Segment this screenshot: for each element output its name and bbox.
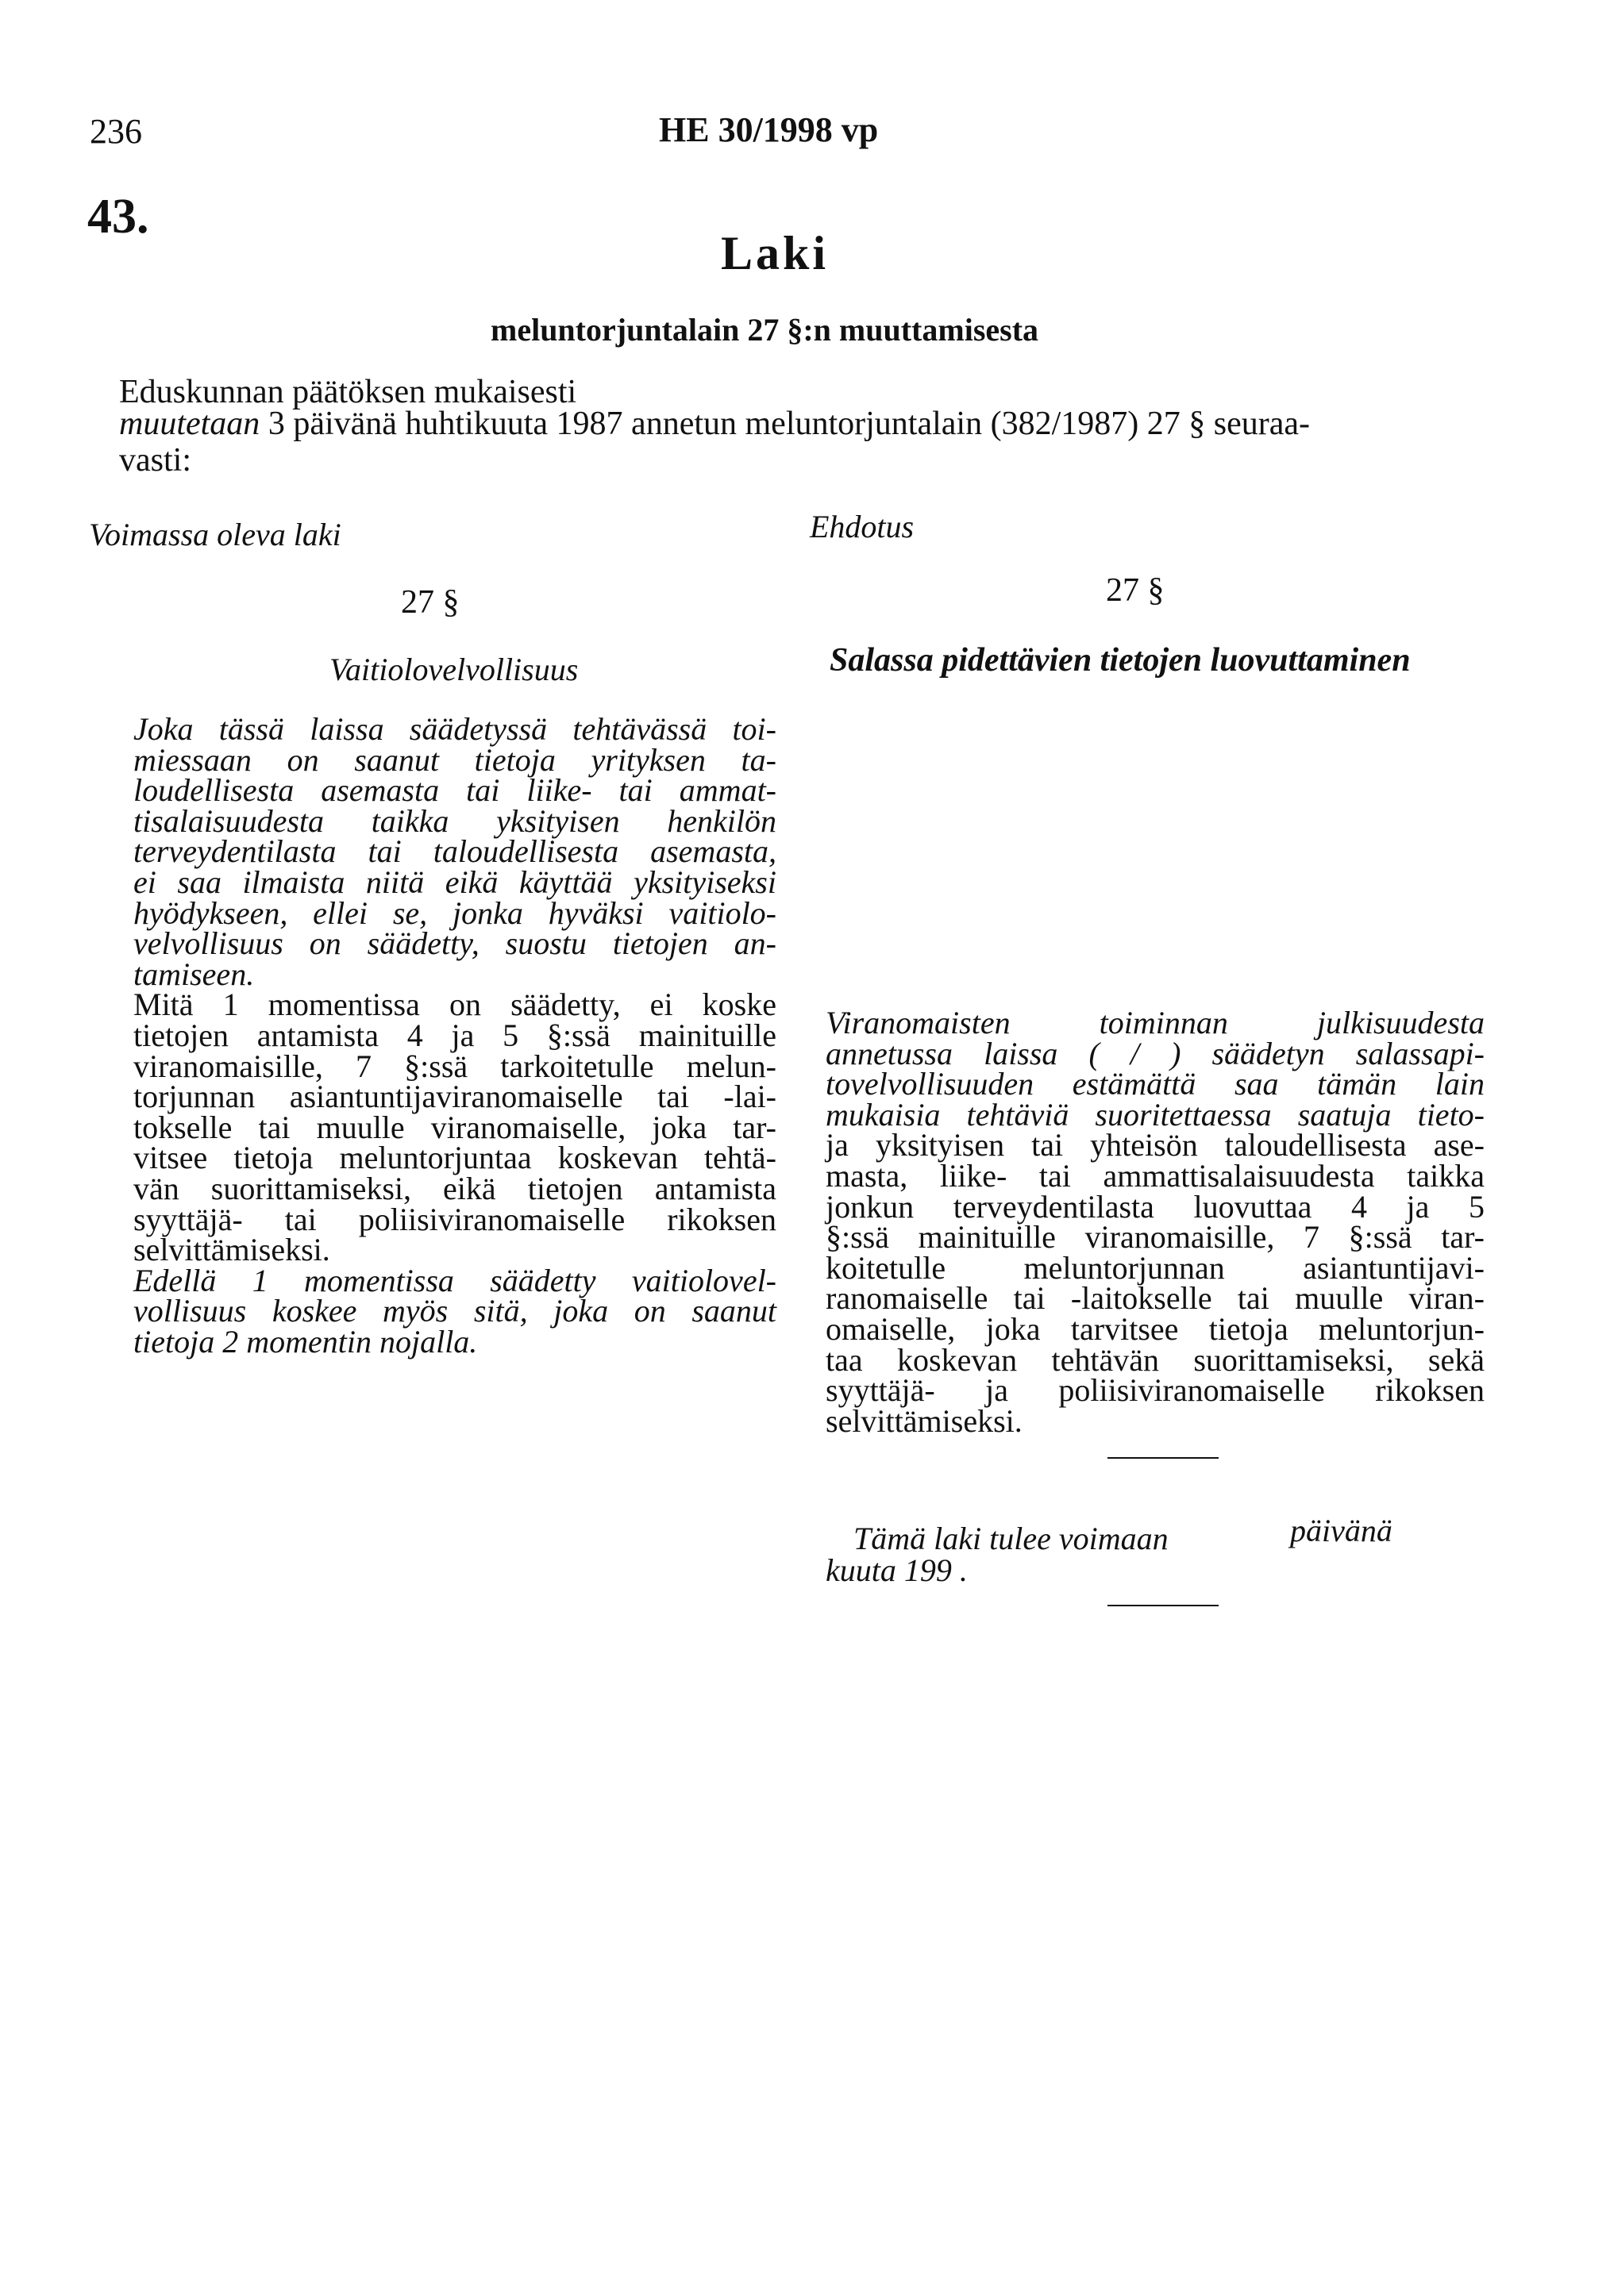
section-number: 43. — [87, 190, 149, 244]
text-line: ei saa ilmaista niitä eikä käyttää yksityiseksi — [133, 863, 776, 900]
preamble-text: 3 päivänä huhtikuuta 1987 annetun meluntorjuntalain (382/1987) 27 § seuraa- — [260, 406, 1310, 442]
text-line: velvollisuus on säädetty, suostu tietojen an- — [133, 925, 776, 962]
law-title: Laki — [721, 227, 830, 279]
text-line: tisalaisuudesta taikka yksityisen henkilön — [133, 802, 776, 839]
current-law-header: Voimassa oleva laki — [89, 517, 341, 552]
text-line: vitsee tietoja meluntorjuntaa koskevan tehtä- — [133, 1140, 776, 1176]
text-line: Mitä 1 momentissa on säädetty, ei koske — [133, 986, 776, 1023]
text-line: selvittämiseksi. — [826, 1402, 1023, 1439]
text-line: terveydentilasta tai taloudellisesta asemasta, — [133, 833, 776, 870]
text-line: taa koskevan tehtävän suorittamiseksi, sekä — [826, 1341, 1485, 1378]
text-line: miessaan on saanut tietoja yrityksen ta- — [133, 741, 776, 778]
text-line: tietojen antamista 4 ja 5 §:ssä mainituille — [133, 1017, 776, 1053]
page-number: 236 — [90, 112, 142, 151]
text-line: tamiseen. — [133, 956, 255, 992]
proposal-section-sign: 27 § — [1106, 572, 1165, 609]
text-line: jonkun terveydentilasta luovuttaa 4 ja 5 — [826, 1188, 1485, 1225]
text-line: vollisuus koskee myös sitä, joka on saanut — [133, 1293, 776, 1329]
text-line: koitetulle meluntorjunnan asiantuntijavi- — [826, 1249, 1485, 1286]
text-line: mukaisia tehtäviä suoritettaessa saatuja tieto- — [826, 1096, 1485, 1133]
current-section-title: Vaitiolovelvollisuus — [329, 652, 579, 687]
moment-3 — [133, 1262, 776, 1360]
proposal-section-title: Salassa pidettävien tietojen luovuttaminen — [830, 642, 1411, 679]
current-section-sign: 27 § — [401, 584, 460, 621]
divider-rule — [1107, 1605, 1219, 1606]
moment-2 — [133, 986, 776, 1268]
current-law-text — [133, 711, 776, 1360]
preamble-line: Eduskunnan päätöksen mukaisesti — [119, 374, 577, 410]
proposal-header: Ehdotus — [810, 509, 915, 544]
text-line: viranomaisille, 7 §:ssä tarkoitetulle melun- — [133, 1048, 776, 1084]
text-line: ranomaiselle tai -laitokselle tai muulle viran- — [826, 1280, 1485, 1317]
text-line: masta, liike- tai ammattisalaisuudesta taikka — [826, 1157, 1485, 1194]
text-line: vän suorittamiseksi, eikä tietojen antamista — [133, 1170, 776, 1206]
preamble-verb: muutetaan — [119, 406, 260, 442]
law-subtitle: meluntorjuntalain 27 §:n muuttamisesta — [491, 312, 1039, 348]
text-line: annetussa laissa ( / ) säädetyn salassapi- — [826, 1035, 1485, 1071]
text-line: tietoja 2 momentin nojalla. — [133, 1323, 478, 1360]
text-line: omaiselle, joka tarvitsee tietoja meluntorjun- — [826, 1310, 1485, 1347]
text-line: syyttäjä- ja poliisiviranomaiselle rikoksen — [826, 1372, 1485, 1409]
entry-date-word: päivänä — [1290, 1513, 1392, 1548]
text-line: syyttäjä- tai poliisiviranomaiselle rikoksen — [133, 1201, 776, 1237]
text-line: tokselle tai muulle viranomaiselle, joka tar- — [133, 1109, 776, 1145]
text-line: §:ssä mainituille viranomaisille, 7 §:ssä tar- — [826, 1219, 1485, 1256]
entry-into-force-text: kuuta 199 . — [826, 1552, 968, 1588]
text-line: ja yksityisen tai yhteisön taloudellisesta ase- — [826, 1127, 1485, 1163]
entry-into-force-text: Tämä laki tulee voimaan — [853, 1521, 1169, 1556]
text-line: tovelvollisuuden estämättä saa tämän lain — [826, 1066, 1485, 1102]
proposal-text — [826, 1005, 1485, 1439]
text-line: torjunnan asiantuntijaviranomaiselle tai -lai- — [133, 1079, 776, 1115]
preamble-line — [119, 405, 1310, 443]
text-line: hyödykseen, ellei se, jonka hyväksi vaitiolo- — [133, 894, 776, 931]
divider-rule — [1107, 1457, 1219, 1459]
text-line: Edellä 1 momentissa säädetty vaitiolovel- — [133, 1262, 776, 1298]
text-line: selvittämiseksi. — [133, 1232, 330, 1268]
document-id: HE 30/1998 vp — [659, 110, 879, 149]
preamble-line: vasti: — [119, 442, 191, 479]
text-line: Joka tässä laissa säädetyssä tehtävässä toi- — [133, 711, 776, 747]
moment-1 — [133, 711, 776, 992]
text-line: Viranomaisten toiminnan julkisuudesta — [826, 1005, 1485, 1040]
text-line: loudellisesta asemasta tai liike- tai ammat- — [133, 772, 776, 809]
